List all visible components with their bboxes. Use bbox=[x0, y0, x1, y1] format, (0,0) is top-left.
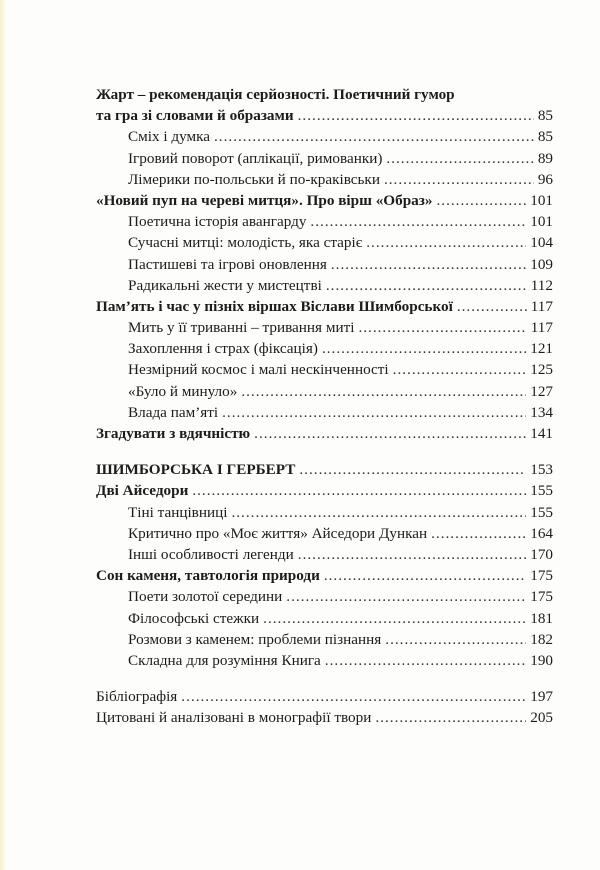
dot-leader bbox=[326, 275, 527, 296]
toc-entry-title: Пастишеві та ігрові оновлення bbox=[128, 255, 327, 273]
dot-leader bbox=[431, 523, 526, 544]
toc-entry-page: 190 bbox=[530, 651, 553, 669]
toc-entry-page: 121 bbox=[530, 340, 553, 358]
toc-entry-title: Складна для розуміння Книга bbox=[128, 651, 321, 669]
toc-entry-title: Поетична історія авангарду bbox=[128, 213, 307, 231]
toc-entry-title: Пам’ять і час у пізніх віршах Віслави Шимборської bbox=[96, 297, 453, 315]
toc-entry[interactable] bbox=[96, 169, 553, 190]
dot-leader bbox=[254, 423, 526, 444]
toc-entry-title: Сучасні митці: молодість, яка старіє bbox=[128, 234, 363, 252]
toc-entry-page: 197 bbox=[530, 688, 553, 706]
toc-entry-title: Бібліографія bbox=[96, 688, 178, 706]
toc-entry-title: Поети золотої середини bbox=[128, 588, 283, 606]
dot-leader bbox=[263, 608, 526, 629]
toc-entry-page: 85 bbox=[537, 128, 553, 146]
toc-entry[interactable] bbox=[96, 650, 553, 671]
toc-entry-page: 134 bbox=[530, 403, 553, 421]
toc-entry-title: Критично про «Моє життя» Айседори Дункан bbox=[128, 524, 428, 542]
toc-entry[interactable] bbox=[96, 190, 553, 211]
toc-entry-title: «Було й минуло» bbox=[128, 382, 238, 400]
toc-entry-page: 117 bbox=[530, 297, 553, 315]
toc-entry[interactable] bbox=[96, 544, 553, 565]
dot-leader bbox=[241, 381, 526, 402]
dot-leader bbox=[393, 359, 527, 380]
toc-entry-title: Радикальні жести у мистецтві bbox=[128, 276, 322, 294]
toc-entry-title: ШИМБОРСЬКА І ГЕРБЕРТ bbox=[96, 461, 296, 479]
toc-entry-title: Згадувати з вдячністю bbox=[96, 425, 251, 442]
toc-entry-page: 89 bbox=[537, 149, 553, 167]
toc-entry-title: Сон каменя, тавтологія природи bbox=[96, 567, 320, 585]
toc-entry-page: 127 bbox=[530, 382, 553, 400]
dot-leader bbox=[231, 502, 526, 523]
toc-entry-title: Філософські стежки bbox=[128, 609, 260, 627]
dot-leader bbox=[214, 126, 534, 147]
toc-entry[interactable] bbox=[96, 359, 553, 380]
toc-entry[interactable] bbox=[96, 707, 553, 728]
toc-entry-title: Тіні танцівниці bbox=[128, 503, 228, 521]
dot-leader bbox=[192, 480, 526, 501]
toc-entry-page: 153 bbox=[530, 461, 553, 479]
toc-entry[interactable] bbox=[96, 232, 553, 253]
toc-entry[interactable] bbox=[96, 84, 553, 105]
toc-entry-page: 125 bbox=[530, 361, 553, 379]
page-edge bbox=[0, 0, 6, 870]
toc-entry-title: Влада пам’яті bbox=[128, 403, 219, 421]
toc-entry-page: 170 bbox=[530, 545, 553, 563]
toc-entry-title: Ігровий поворот (аплікації, римованки) bbox=[128, 149, 383, 167]
toc-entry-page: 175 bbox=[530, 588, 553, 606]
toc-entry[interactable] bbox=[96, 480, 553, 501]
toc-entry[interactable] bbox=[96, 502, 553, 523]
table-of-contents bbox=[96, 84, 553, 728]
toc-entry-title: Інші особливості легенди bbox=[128, 545, 294, 563]
dot-leader bbox=[181, 686, 526, 707]
toc-entry-title: Захоплення і страх (фіксація) bbox=[128, 340, 318, 358]
toc-entry[interactable] bbox=[96, 402, 553, 423]
toc-entry-page: 205 bbox=[530, 709, 553, 727]
toc-entry-page: 141 bbox=[530, 425, 553, 442]
toc-entry-page: 117 bbox=[530, 319, 553, 337]
toc-entry[interactable] bbox=[96, 423, 553, 444]
dot-leader bbox=[384, 169, 534, 190]
dot-leader bbox=[358, 317, 526, 338]
toc-entry-title: Сміх і думка bbox=[128, 128, 210, 146]
toc-entry-page: 182 bbox=[530, 630, 553, 648]
toc-entry-title: Цитовані й аналізовані в монографії твори bbox=[96, 709, 372, 727]
toc-entry[interactable] bbox=[96, 523, 553, 544]
toc-entry-page: 112 bbox=[530, 276, 553, 294]
toc-entry[interactable] bbox=[96, 148, 553, 169]
toc-entry-page: 155 bbox=[530, 503, 553, 521]
dot-leader bbox=[457, 296, 527, 317]
toc-entry-page: 109 bbox=[530, 255, 553, 273]
toc-entry[interactable] bbox=[96, 686, 553, 707]
toc-entry[interactable] bbox=[96, 254, 553, 275]
toc-entry-page: 101 bbox=[530, 213, 553, 231]
dot-leader bbox=[386, 148, 533, 169]
toc-entry-page: 155 bbox=[530, 482, 553, 500]
toc-entry-title: Розмови з каменем: проблеми пізнання bbox=[128, 630, 382, 648]
toc-entry-title: Незмірний космос і малі нескінченності bbox=[128, 361, 389, 379]
toc-entry[interactable] bbox=[96, 275, 553, 296]
dot-leader bbox=[322, 338, 526, 359]
toc-entry-page: 85 bbox=[537, 107, 553, 125]
toc-entry-title: Жарт – рекомендація серйозності. Поетичний гумор bbox=[96, 86, 455, 103]
toc-entry-title: Мить у її триванні – тривання миті bbox=[128, 319, 355, 337]
dot-leader bbox=[222, 402, 526, 423]
dot-leader bbox=[436, 190, 526, 211]
toc-entry[interactable] bbox=[96, 629, 553, 650]
toc-entry-title: та гра зі словами й образами bbox=[96, 107, 294, 125]
toc-entry[interactable] bbox=[96, 126, 553, 147]
dot-leader bbox=[286, 586, 526, 607]
toc-entry-page: 181 bbox=[530, 609, 553, 627]
toc-entry[interactable] bbox=[96, 105, 553, 126]
toc-entry[interactable] bbox=[96, 338, 553, 359]
toc-entry[interactable] bbox=[96, 211, 553, 232]
toc-entry[interactable] bbox=[96, 296, 553, 317]
toc-entry[interactable] bbox=[96, 565, 553, 586]
dot-leader bbox=[298, 105, 534, 126]
toc-entry-page: 104 bbox=[530, 234, 553, 252]
toc-entry-page: 96 bbox=[537, 170, 553, 188]
dot-leader bbox=[385, 629, 526, 650]
dot-leader bbox=[299, 459, 526, 480]
dot-leader bbox=[298, 544, 526, 565]
toc-entry[interactable] bbox=[96, 317, 553, 338]
toc-entry-title: Дві Айседори bbox=[96, 482, 189, 500]
dot-leader bbox=[375, 707, 526, 728]
dot-leader bbox=[331, 254, 526, 275]
toc-entry-page: 101 bbox=[530, 191, 553, 209]
dot-leader bbox=[310, 211, 526, 232]
toc-entry[interactable] bbox=[96, 586, 553, 607]
toc-entry[interactable] bbox=[96, 459, 553, 480]
toc-entry-page: 175 bbox=[530, 567, 553, 585]
toc-entry[interactable] bbox=[96, 608, 553, 629]
toc-entry[interactable] bbox=[96, 381, 553, 402]
toc-entry-title: Лімерики по-польськи й по-краківськи bbox=[128, 170, 380, 188]
toc-entry-page: 164 bbox=[530, 524, 553, 542]
dot-leader bbox=[324, 565, 526, 586]
dot-leader bbox=[366, 232, 526, 253]
dot-leader bbox=[325, 650, 526, 671]
toc-entry-title: «Новий пуп на череві митця». Про вірш «Образ» bbox=[96, 191, 433, 209]
